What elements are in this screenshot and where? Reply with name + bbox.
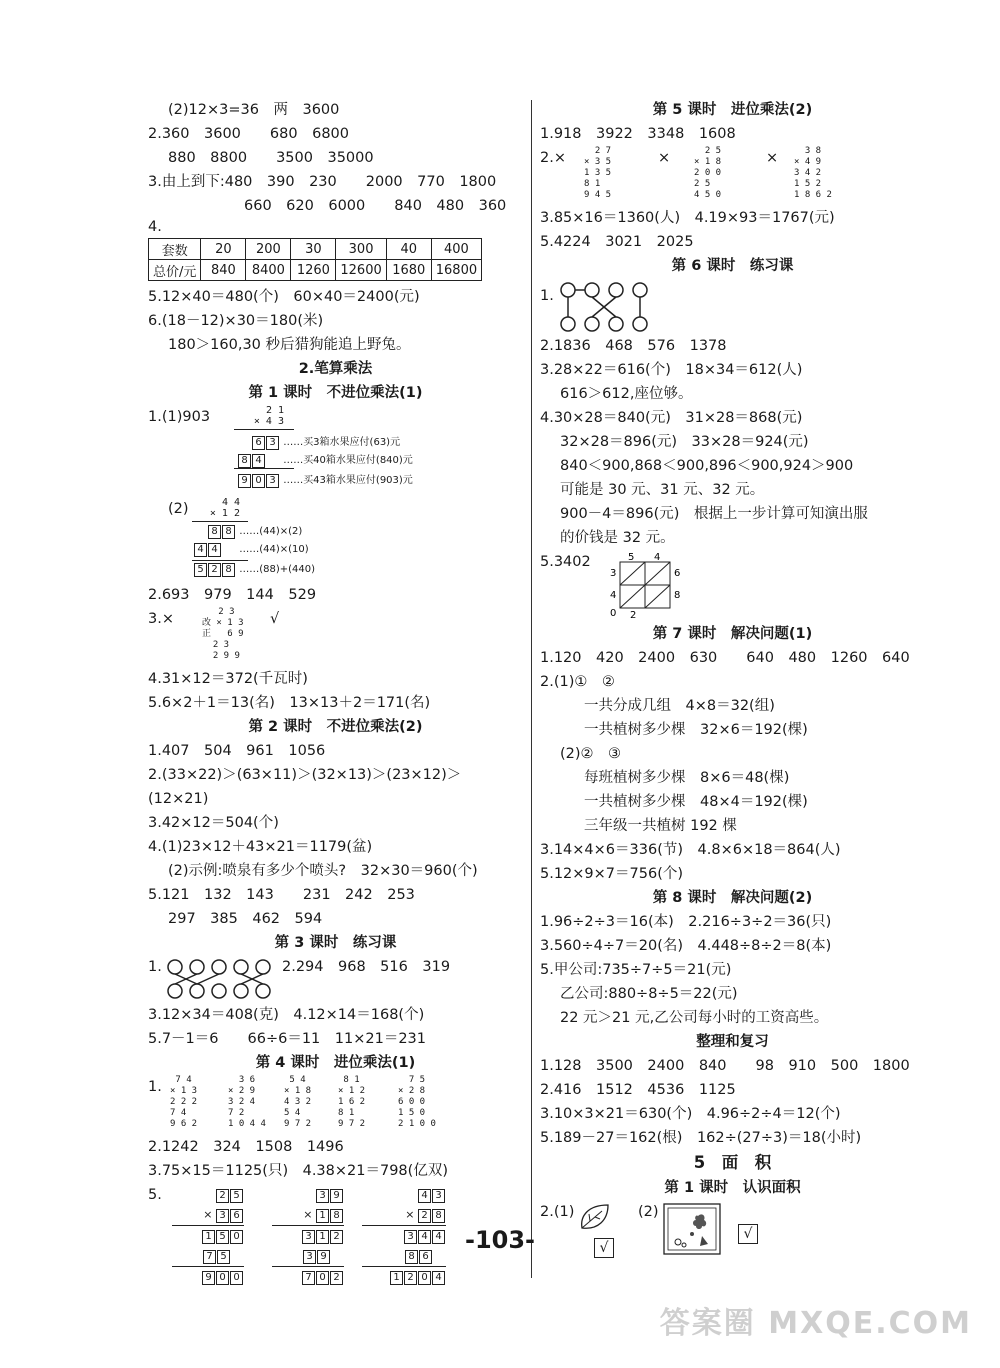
grid-digit: 5 (628, 552, 635, 563)
answer-line: 5. (148, 1187, 162, 1203)
page-number: -103- (464, 1226, 536, 1254)
column-divider (531, 100, 532, 1278)
answer-line: 2.1242 324 1508 1496 (148, 1139, 344, 1155)
digit-box: 8 (238, 454, 251, 468)
answer-line: 180＞160,30 秒后猎狗能追上野兔。 (168, 337, 411, 353)
answer-line: 2.(1)① ② (540, 674, 615, 690)
digit-box: 0 (316, 1271, 329, 1285)
calc-top: 2 1 × 4 3 (253, 405, 284, 427)
answer-line: 2.360 3600 680 6800 (148, 126, 349, 142)
answer-line: 5.3402 (540, 554, 591, 570)
calc-note: ……买3箱水果应付(63)元 (283, 437, 401, 448)
answer-line: 一共植树多少棵 48×4＝192(棵) (584, 794, 808, 810)
digit-box: 4 (418, 1230, 431, 1244)
answer-line: 1. (148, 959, 162, 975)
digit-box: 9 (330, 1189, 343, 1203)
digit-box: 3 (316, 1189, 329, 1203)
grid-digit: 3 (610, 568, 617, 579)
answer-line: 三年级一共植树 192 棵 (584, 818, 737, 834)
calc-note: ……(44)×(2) (239, 526, 303, 537)
calc-row (208, 525, 302, 539)
calc-block: 2 5 × 1 8 2 0 0 2 5 4 5 0 (694, 146, 722, 200)
table-cell: 16800 (431, 260, 481, 281)
digit-box: 1 (390, 1271, 403, 1285)
digit-box: 5 (217, 1250, 230, 1264)
lattice-figure (540, 550, 925, 622)
digit-box: 4 (432, 1230, 445, 1244)
grid-digit: 4 (610, 590, 617, 601)
digit-box: 8 (330, 1209, 343, 1223)
table-cell: 300 (336, 239, 386, 260)
matching-figure (148, 955, 523, 1003)
answer-line: 5.189－27＝162(根) 162÷(27÷3)＝18(小时) (540, 1130, 862, 1146)
digit-box: 4 (252, 454, 265, 468)
digit-box: 7 (302, 1271, 315, 1285)
digit-box: 2 (216, 1189, 229, 1203)
table-cell: 200 (246, 239, 291, 260)
calc-row (194, 563, 315, 577)
lesson-heading: 第 5 课时 进位乘法(2) (652, 102, 813, 118)
digit-box: 8 (222, 563, 235, 577)
lesson-heading: 第 1 课时 不进位乘法(1) (248, 385, 423, 401)
answer-line: 3.12×34＝408(克) 4.12×14＝168(个) (148, 1007, 425, 1023)
vertical-multiplication-figure (148, 497, 523, 583)
answer-line: (2)12×3=36 两 3600 (168, 102, 340, 118)
digit-box: 7 (203, 1250, 216, 1264)
vertical-multiplication-figure (148, 405, 523, 497)
grid-digit: 8 (674, 590, 681, 601)
answer-line: 3.560÷4÷7＝20(名) 4.448÷8÷2＝8(本) (540, 938, 832, 954)
lattice-grid (606, 552, 686, 618)
circle-matching-diagram (556, 282, 666, 332)
answer-line: 一共植树多少棵 32×6＝192(棵) (584, 722, 808, 738)
grid-digit: 0 (610, 608, 617, 618)
digit-box: 1 (316, 1209, 329, 1223)
calc-row (238, 471, 413, 488)
answer-line: 2.1836 468 576 1378 (540, 338, 727, 354)
answer-line: 1.96÷2÷3＝16(本) 2.216÷3÷2＝36(只) (540, 914, 832, 930)
table-cell: 20 (201, 239, 246, 260)
answer-line: 一共分成几组 4×8＝32(组) (584, 698, 775, 714)
digit-box: 3 (302, 1230, 315, 1244)
calc-rule (192, 521, 248, 522)
calc-block: 7 4 × 1 3 2 2 2 7 4 9 6 2 (170, 1075, 198, 1129)
answer-line: 1.407 504 961 1056 (148, 743, 326, 759)
answer-line: 乙公司:880÷8÷5＝22(元) (560, 986, 738, 1002)
calc-block: 2 7 × 3 5 1 3 5 8 1 9 4 5 (584, 146, 612, 200)
table-cell: 1260 (291, 260, 336, 281)
calc-note: ……买40箱水果应付(840)元 (283, 455, 413, 466)
answer-line: 2.294 968 516 319 (282, 959, 451, 975)
section-heading: 2.笔算乘法 (298, 361, 373, 377)
digit-box: 6 (419, 1250, 432, 1264)
answer-line: 3.× (148, 611, 174, 627)
calc-rule (234, 468, 294, 469)
answer-line: (2) (168, 501, 189, 517)
digit-box: 2 (330, 1271, 343, 1285)
digit-box: 1 (316, 1230, 329, 1244)
times-sign: × (203, 1208, 213, 1221)
digit-box: 5 (216, 1230, 229, 1244)
digit-box: 9 (238, 474, 251, 488)
times-sign: × (405, 1208, 415, 1221)
answer-line: 1. (148, 1079, 162, 1095)
answer-line: 3.10×3×21＝630(个) 4.96÷2÷4＝12(个) (540, 1106, 841, 1122)
times-sign: × (303, 1208, 313, 1221)
digit-box: 0 (230, 1230, 243, 1244)
digit-box: 3 (432, 1189, 445, 1203)
table-cell: 8400 (246, 260, 291, 281)
digit-box: 3 (303, 1250, 316, 1264)
table-cell: 1680 (386, 260, 431, 281)
answer-line: 2.693 979 144 529 (148, 587, 317, 603)
table-cell: 40 (386, 239, 431, 260)
calc-note: ……(44)×(10) (239, 544, 309, 555)
answer-line: 2.(33×22)＞(63×11)＞(32×13)＞(23×12)＞ (148, 767, 462, 783)
grid-digit: 4 (654, 552, 661, 563)
table-row (149, 260, 482, 281)
answer-line: 3.28×22＝616(个) 18×34＝612(人) (540, 362, 803, 378)
answer-line: 可能是 30 元、31 元、32 元。 (560, 482, 765, 498)
table-cell: 400 (431, 239, 481, 260)
circle-matching-diagram (164, 959, 274, 999)
calc-block: 7 5 × 2 8 6 0 0 1 5 0 2 1 0 0 (398, 1075, 436, 1129)
answer-line: 2.× (540, 150, 566, 166)
right-column (540, 98, 925, 1260)
table-cell: 12600 (336, 260, 386, 281)
correction-figure (148, 607, 523, 667)
digit-box: 3 (404, 1230, 417, 1244)
digit-box: 4 (418, 1189, 431, 1203)
answer-line: 616＞612,座位够。 (560, 386, 693, 402)
answer-line: 4.30×28＝840(元) 31×28＝868(元) (540, 410, 803, 426)
watermark-logo: 答案圈 MXQE.COM (659, 1306, 972, 1341)
table-cell: 套数 (149, 239, 201, 260)
answer-line: 1.120 420 2400 630 640 480 1260 640 (540, 650, 910, 666)
calc-block: 3 8 × 4 9 3 4 2 1 5 2 1 8 6 2 (794, 146, 832, 200)
digit-box: 2 (418, 1209, 431, 1223)
tick-mark: √ (270, 611, 280, 627)
answer-line: 3.由上到下:480 390 230 2000 770 1800 (148, 174, 497, 190)
digit-box: 3 (216, 1209, 229, 1223)
calc-note: ……(88)+(440) (239, 564, 315, 575)
table-cell: 总价/元 (149, 260, 201, 281)
vertical-calc-row (148, 1075, 523, 1135)
digit-box: 5 (194, 563, 207, 577)
answer-line: 32×28＝896(元) 33×28＝924(元) (560, 434, 809, 450)
answer-line: (2)② ③ (560, 746, 622, 762)
lesson-heading: 第 8 课时 解决问题(2) (652, 890, 813, 906)
calc-row (252, 433, 400, 450)
answer-line: 5.4224 3021 2025 (540, 234, 694, 250)
calc-block: 8 1 × 1 2 1 6 2 8 1 9 7 2 (338, 1075, 366, 1129)
answer-line: (2)示例:喷泉有多少个喷头? 32×30＝960(个) (168, 863, 478, 879)
answer-line: 的价钱是 32 元。 (560, 530, 675, 546)
digit-box: 3 (266, 436, 279, 450)
digit-box: 0 (252, 474, 265, 488)
digit-box: 4 (432, 1271, 445, 1285)
answer-line: 3.75×15＝1125(只) 4.38×21＝798(亿双) (148, 1163, 448, 1179)
answer-line: (2) (638, 1204, 659, 1220)
section-heading: 整理和复习 (696, 1034, 769, 1050)
price-table (148, 238, 482, 281)
digit-box: 5 (230, 1189, 243, 1203)
answer-line: 4. (148, 219, 162, 235)
answer-line: 4.31×12＝372(千瓦时) (148, 671, 308, 687)
lesson-heading: 第 6 课时 练习课 (671, 258, 794, 274)
answer-line: (12×21) (148, 791, 209, 807)
answer-line: 1.(1)903 (148, 409, 211, 425)
answer-line: 297 385 462 594 (168, 911, 323, 927)
tick-box: √ (738, 1224, 758, 1244)
calc-row (238, 451, 413, 468)
digit-box: 9 (317, 1250, 330, 1264)
digit-box: 8 (208, 525, 221, 539)
table-cell: 30 (291, 239, 336, 260)
answer-line: 3.42×12＝504(个) (148, 815, 279, 831)
answer-line: 3.85×16＝1360(人) 4.19×93＝1767(元) (540, 210, 835, 226)
answer-line: 每班植树多少棵 8×6＝48(棵) (584, 770, 790, 786)
answer-line: 22 元＞21 元,乙公司每小时的工资高些。 (560, 1010, 829, 1026)
matching-figure (540, 278, 925, 334)
digit-box: 0 (216, 1271, 229, 1285)
lesson-heading: 第 1 课时 认识面积 (664, 1180, 801, 1196)
digit-box: 2 (404, 1271, 417, 1285)
calc-rule (234, 429, 294, 430)
digit-box: 4 (208, 543, 221, 557)
digit-box: 2 (208, 563, 221, 577)
digit-box: 8 (222, 525, 235, 539)
answer-line: 3.14×4×6＝336(节) 4.8×6×18＝864(人) (540, 842, 841, 858)
digit-box: 8 (432, 1209, 445, 1223)
calc-block: 2 3 改 × 1 3 正 6 9 2 3 2 9 9 (202, 607, 244, 661)
calc-block: 5 4 × 1 8 4 3 2 5 4 9 7 2 (284, 1075, 312, 1129)
digit-box: 8 (405, 1250, 418, 1264)
answer-line: 5.甲公司:735÷7÷5＝21(元) (540, 962, 732, 978)
digit-box: 0 (230, 1271, 243, 1285)
answer-line: 660 620 6000 840 480 360 (244, 198, 507, 214)
cross-mark: × (658, 150, 671, 166)
answer-line: 1.918 3922 3348 1608 (540, 126, 736, 142)
calc-note: ……买43箱水果应付(903)元 (283, 475, 413, 486)
vertical-calc-row (540, 146, 925, 206)
calc-block: 3 6 × 2 9 3 2 4 7 2 1 0 4 4 (228, 1075, 266, 1129)
answer-line: 5.121 132 143 231 242 253 (148, 887, 415, 903)
lesson-heading: 第 3 课时 练习课 (274, 935, 397, 951)
digit-box: 6 (252, 436, 265, 450)
digit-box: 0 (418, 1271, 431, 1285)
digit-box: 6 (230, 1209, 243, 1223)
answer-line: 5.12×9×7＝756(个) (540, 866, 684, 882)
tick-box: √ (594, 1238, 614, 1258)
table-row (149, 239, 482, 260)
digit-box: 2 (330, 1230, 343, 1244)
cross-mark: × (766, 150, 779, 166)
calc-row (194, 543, 309, 557)
left-column (148, 98, 523, 1283)
answer-line: 2.(1) (540, 1204, 575, 1220)
answer-line: 1. (540, 288, 554, 304)
answer-line: 2.416 1512 4536 1125 (540, 1082, 736, 1098)
calc-top: 4 4 × 1 2 (209, 497, 240, 519)
table-cell: 840 (201, 260, 246, 281)
lesson-heading: 第 7 课时 解决问题(1) (652, 626, 813, 642)
answer-line: 6.(18－12)×30＝180(米) (148, 313, 324, 329)
answer-line: 4.(1)23×12＋43×21＝1179(盆) (148, 839, 373, 855)
digit-box: 9 (202, 1271, 215, 1285)
answer-line: 1.128 3500 2400 840 98 910 500 1800 (540, 1058, 910, 1074)
calc-rule (192, 560, 248, 561)
lesson-heading: 第 2 课时 不进位乘法(2) (248, 719, 423, 735)
grid-digit: 2 (630, 610, 637, 618)
unit-heading: 5 面 积 (693, 1153, 772, 1172)
grid-digit: 6 (674, 568, 681, 579)
answer-line: 900－4＝896(元) 根据上一步计算可知演出服 (560, 506, 868, 522)
answer-line: 5.7－1＝6 66÷6＝11 11×21＝231 (148, 1031, 427, 1047)
answer-line: 840＜900,868＜900,896＜900,924＞900 (560, 458, 854, 474)
answer-line: 880 8800 3500 35000 (168, 150, 374, 166)
lesson-heading: 第 4 课时 进位乘法(1) (255, 1055, 416, 1071)
digit-box: 4 (194, 543, 207, 557)
answer-line: 5.12×40＝480(个) 60×40＝2400(元) (148, 289, 420, 305)
answer-line: 5.6×2＋1＝13(名) 13×13＋2＝171(名) (148, 695, 431, 711)
digit-box: 1 (202, 1230, 215, 1244)
digit-box: 3 (266, 474, 279, 488)
